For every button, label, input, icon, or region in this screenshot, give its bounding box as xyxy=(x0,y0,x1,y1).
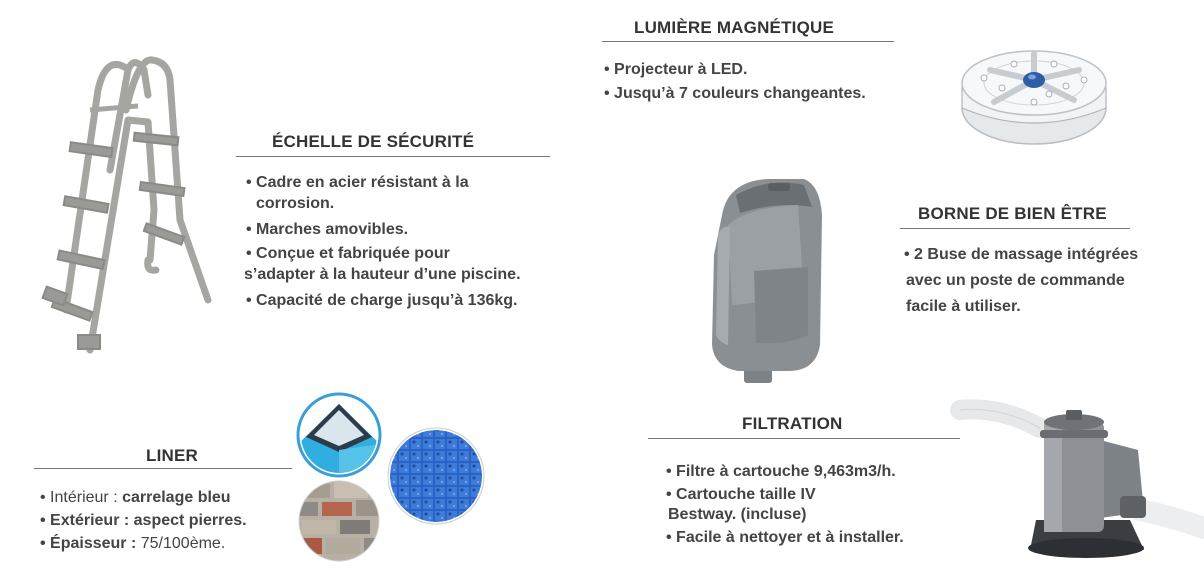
ladder-feature-line: • Conçue et fabriquée pour xyxy=(246,245,450,262)
liner-spec-value: carrelage bleu xyxy=(122,489,231,506)
liner-spec-row xyxy=(40,509,310,532)
wellness-section xyxy=(900,204,1200,224)
cartridge-filter-pump-image xyxy=(960,400,1204,570)
wellness-divider xyxy=(900,228,1130,229)
blue-tile-liner-icon xyxy=(386,426,486,526)
filtration-divider xyxy=(648,438,960,439)
light-section xyxy=(602,18,902,38)
liner-spec-row xyxy=(40,532,310,555)
ladder-title: ÉCHELLE DE SÉCURITÉ xyxy=(272,132,475,151)
light-divider xyxy=(602,41,894,42)
ladder-feature-line: • Capacité de charge jusqu’à 136kg. xyxy=(246,292,518,309)
liner-spec-label: • Épaisseur : xyxy=(40,535,141,552)
ladder-feature-line: s’adapter à la hauteur d’une piscine. xyxy=(244,266,521,283)
ladder-features xyxy=(246,172,586,311)
liner-spec-label: • Intérieur : xyxy=(40,489,123,506)
liner-divider xyxy=(34,468,292,469)
wellness-spa-unit-image xyxy=(708,175,838,390)
stone-liner-icon xyxy=(296,478,382,564)
filtration-title: FILTRATION xyxy=(742,414,843,433)
filtration-section xyxy=(648,414,958,434)
wellness-features xyxy=(904,242,1204,320)
filtration-feature-line: • Cartouche taille IV xyxy=(666,486,816,503)
safety-ladder-image xyxy=(30,50,230,360)
light-features xyxy=(604,58,934,106)
wellness-feature-line: facile à utiliser. xyxy=(906,298,1021,315)
magnetic-led-light-image xyxy=(954,28,1114,158)
filtration-feature-line: • Facile à nettoyer et à installer. xyxy=(666,529,904,546)
liner-title: LINER xyxy=(146,446,198,465)
liner-layers-icon xyxy=(296,392,382,478)
wellness-title: BORNE DE BIEN ÊTRE xyxy=(918,204,1107,223)
liner-spec-label: • Extérieur : xyxy=(40,512,134,529)
ladder-section xyxy=(236,132,566,152)
ladder-divider xyxy=(236,156,550,157)
filtration-features xyxy=(666,460,986,549)
liner-spec-value: 75/100ème. xyxy=(140,535,226,552)
liner-spec-row xyxy=(40,486,310,509)
liner-section xyxy=(34,446,294,466)
filtration-feature-line: • Filtre à cartouche 9,463m3/h. xyxy=(666,463,896,480)
liner-spec-value: aspect pierres. xyxy=(133,512,247,529)
ladder-feature-line: • Cadre en acier résistant à la xyxy=(246,174,469,191)
light-title: LUMIÈRE MAGNÉTIQUE xyxy=(634,18,835,37)
liner-specs xyxy=(40,486,310,555)
ladder-feature-line: • Marches amovibles. xyxy=(246,221,409,238)
wellness-feature-line: avec un poste de commande xyxy=(906,272,1125,289)
light-feature-line: • Jusqu’à 7 couleurs changeantes. xyxy=(604,85,866,102)
light-feature-line: • Projecteur à LED. xyxy=(604,61,748,78)
filtration-feature-line: Bestway. (incluse) xyxy=(668,506,807,523)
wellness-feature-line: • 2 Buse de massage intégrées xyxy=(904,246,1139,263)
ladder-feature-line: corrosion. xyxy=(256,195,335,212)
